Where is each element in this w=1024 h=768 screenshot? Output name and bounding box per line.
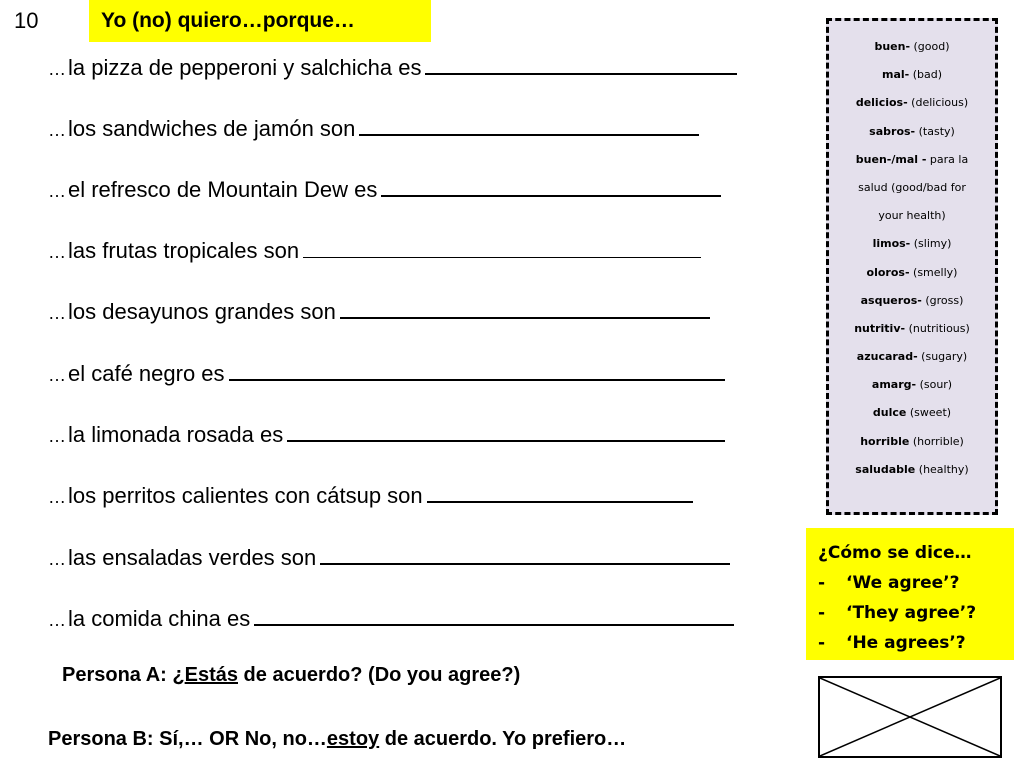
persona-a-before: Persona A: ¿ (62, 664, 185, 686)
persona-b-verb: estoy (326, 728, 380, 750)
vocab-stem: asqueros- (860, 293, 922, 307)
answer-blank[interactable] (381, 195, 721, 197)
phrase: ‘They agree’? (846, 603, 977, 623)
vocab-gloss: your health) (878, 209, 946, 223)
vocab-stem: buen- (874, 40, 911, 53)
sentence-4 (48, 238, 701, 265)
answer-blank[interactable] (359, 134, 699, 136)
sentence-text: la comida china es (68, 606, 251, 631)
answer-blank[interactable] (427, 501, 693, 503)
vocab-gloss: (gross) (925, 293, 964, 307)
vocab-box (826, 18, 998, 515)
persona-a-after: de acuerdo? (Do you agree?) (238, 664, 521, 686)
vocab-stem: azucarad- (856, 350, 918, 364)
answer-blank[interactable] (287, 440, 725, 442)
answer-blank[interactable] (320, 563, 730, 565)
sentence-text: el refresco de Mountain Dew es (68, 177, 378, 202)
answer-blank[interactable] (229, 379, 725, 381)
sentence-text: el café negro es (68, 361, 225, 386)
sentence-prefix: … (48, 303, 66, 323)
vocab-item (829, 315, 995, 343)
sentence-6 (48, 361, 725, 388)
como-se-dice-box (806, 528, 1014, 660)
sentence-text: los desayunos grandes son (68, 299, 336, 324)
sentence-prefix: … (48, 181, 66, 201)
sentence-prefix: … (48, 426, 66, 446)
vocab-item (829, 118, 995, 146)
phrase: ‘He agrees’? (846, 633, 966, 653)
vocab-stem: buen-/mal - (855, 152, 927, 166)
vocab-stem: dulce (872, 406, 907, 420)
sentence-2 (48, 116, 699, 143)
vocab-item (829, 428, 995, 456)
vocab-gloss: (good) (913, 40, 950, 53)
sentence-prefix: … (48, 610, 66, 630)
image-placeholder (818, 676, 1002, 758)
como-se-dice-item (818, 628, 1004, 658)
vocab-stem: saludable (855, 462, 916, 476)
vocab-gloss: (healthy) (918, 462, 969, 476)
answer-blank[interactable] (254, 624, 734, 626)
vocab-item (829, 287, 995, 315)
sentence-8 (48, 483, 693, 510)
bullet-dash: - (818, 603, 826, 623)
sentence-prefix: … (48, 120, 66, 140)
persona-a-verb: Estás (184, 664, 238, 686)
sentence-10 (48, 606, 734, 633)
vocab-item (829, 146, 995, 174)
vocab-item (829, 89, 995, 117)
vocab-item (829, 371, 995, 399)
answer-blank[interactable] (340, 317, 710, 319)
phrase: ‘We agree’? (846, 573, 960, 593)
vocab-gloss: (delicious) (911, 96, 969, 110)
vocab-gloss: (sugary) (921, 350, 968, 364)
sentence-prefix: … (48, 242, 66, 262)
bullet-dash: - (818, 573, 826, 593)
sentence-3 (48, 177, 721, 204)
vocab-gloss: para la (929, 152, 969, 166)
sentence-text: la pizza de pepperoni y salchicha es (68, 55, 422, 80)
vocab-stem: sabros- (869, 124, 916, 138)
sentence-7 (48, 422, 725, 449)
bullet-dash: - (818, 633, 826, 653)
slide-number: 10 (14, 8, 39, 33)
vocab-item-continued (829, 174, 995, 202)
vocab-gloss: (smelly) (913, 265, 958, 279)
sentence-text: los sandwiches de jamón son (68, 116, 356, 141)
como-se-dice-item (818, 598, 1004, 628)
vocab-gloss: (sweet) (909, 406, 952, 420)
vocab-gloss: (slimy) (913, 237, 952, 251)
vocab-gloss: (tasty) (918, 124, 955, 138)
vocab-item (829, 343, 995, 371)
sentence-prefix: … (48, 59, 66, 79)
persona-b-after: de acuerdo. Yo prefiero… (379, 728, 627, 750)
vocab-stem: mal- (881, 68, 910, 82)
vocab-item (829, 230, 995, 258)
vocab-gloss: (bad) (912, 68, 943, 82)
vocab-item (829, 61, 995, 89)
sentence-9 (48, 545, 730, 572)
page-title: Yo (no) quiero…porque… (89, 0, 431, 42)
vocab-item (829, 259, 995, 287)
persona-a-line (62, 664, 520, 687)
vocab-item (829, 399, 995, 427)
sentence-text: las ensaladas verdes son (68, 545, 317, 570)
vocab-item (829, 33, 995, 61)
sentence-text: la limonada rosada es (68, 422, 284, 447)
answer-blank[interactable] (425, 73, 737, 75)
vocab-gloss: (nutritious) (908, 321, 970, 335)
answer-blank[interactable] (303, 257, 701, 258)
vocab-stem: horrible (860, 434, 910, 448)
vocab-stem: limos- (872, 237, 911, 251)
vocab-gloss: (sour) (919, 378, 953, 392)
sentence-prefix: … (48, 549, 66, 569)
vocab-stem: amarg- (871, 378, 917, 392)
como-se-dice-title: ¿Cómo se dice… (818, 543, 972, 563)
placeholder-cross-icon (820, 678, 1000, 756)
sentence-text: los perritos calientes con cátsup son (68, 483, 423, 508)
vocab-stem: delicios- (855, 96, 908, 110)
sentence-prefix: … (48, 365, 66, 385)
sentence-prefix: … (48, 487, 66, 507)
sentence-text: las frutas tropicales son (68, 238, 300, 263)
vocab-stem: nutritiv- (854, 321, 906, 335)
como-se-dice-item (818, 568, 1004, 598)
vocab-item-continued (829, 202, 995, 230)
persona-b-line (48, 728, 626, 751)
sentence-5 (48, 299, 710, 326)
persona-b-before: Persona B: Sí,… OR No, no… (48, 728, 327, 750)
vocab-gloss: salud (good/bad for (858, 180, 966, 194)
vocab-stem: oloros- (866, 265, 910, 279)
sentence-1 (48, 55, 737, 82)
vocab-item (829, 456, 995, 484)
vocab-gloss: (horrible) (912, 434, 964, 448)
